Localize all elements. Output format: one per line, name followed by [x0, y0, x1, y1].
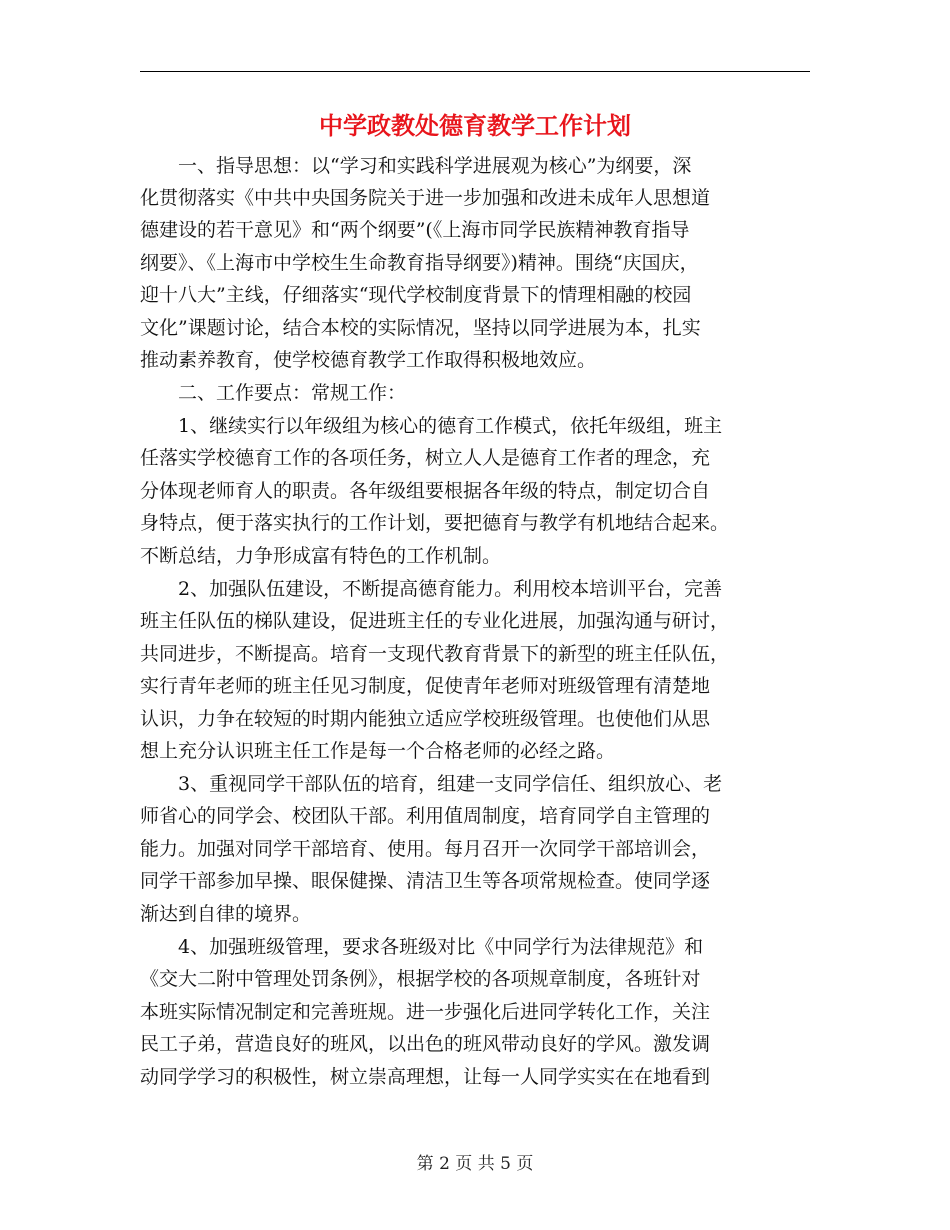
page-title: 中学政教处德育教学工作计划 [319, 111, 631, 140]
text-line: 同学干部参加早操、眼保健操、清洁卫生等各项常规检查。使同学逐 [140, 870, 711, 892]
text-line: 本班实际情况制定和完善班规。进一步强化后进同学转化工作，关注 [140, 1001, 711, 1023]
text-line: 想上充分认识班主任工作是每一个合格老师的必经之路。 [140, 740, 616, 762]
text-line: 二、工作要点：常规工作： [140, 382, 407, 404]
text-line: 一、指导思想：以“学习和实践科学进展观为核心”为纲要，深 [140, 155, 692, 177]
text-line: 身特点，便于落实执行的工作计划，要把德育与教学有机地结合起来。 [140, 512, 730, 534]
page-number: 第 2 页 共 5 页 [416, 1154, 534, 1174]
text-line: 化贯彻落实《中共中央国务院关于进一步加强和改进未成年人思想道 [140, 187, 711, 209]
text-line: 师省心的同学会、校团队干部。利用值周制度，培育同学自主管理的 [140, 805, 711, 827]
text-line: 文化”课题讨论，结合本校的实际情况，坚持以同学进展为本，扎实 [140, 317, 701, 339]
text-line: 4、加强班级管理，要求各班级对比《中同学行为法律规范》和 [140, 936, 704, 958]
text-line: 任落实学校德育工作的各项任务，树立人人是德育工作者的理念，充 [140, 447, 711, 469]
text-line: 2、加强队伍建设，不断提高德育能力。利用校本培训平台，完善 [140, 578, 723, 600]
text-line: 渐达到自律的境界。 [140, 903, 312, 925]
text-line: 动同学学习的积极性，树立崇高理想，让每一人同学实实在在地看到 [140, 1066, 711, 1088]
text-line: 《交大二附中管理处罚条例》，根据学校的各项规章制度，各班针对 [140, 968, 701, 990]
text-line: 认识，力争在较短的时期内能独立适应学校班级管理。也使他们从思 [140, 708, 711, 730]
text-line: 迎十八大”主线，仔细落实“现代学校制度背景下的情理相融的校园 [140, 284, 692, 306]
text-line: 3、重视同学干部队伍的培育，组建一支同学信任、组织放心、老 [140, 773, 723, 795]
text-line: 不断总结，力争形成富有特色的工作机制。 [140, 545, 502, 567]
text-line: 1、继续实行以年级组为核心的德育工作模式，依托年级组，班主 [140, 415, 723, 437]
text-line: 分体现老师育人的职责。各年级组要根据各年级的特点，制定切合自 [140, 480, 711, 502]
text-line: 民工子弟，营造良好的班风，以出色的班风带动良好的学风。激发调 [140, 1033, 711, 1055]
text-line: 德建设的若干意见》和“两个纲要”(《上海市同学民族精神教育指导 [140, 219, 690, 241]
text-line: 班主任队伍的梯队建设，促进班主任的专业化进展，加强沟通与研讨， [140, 610, 730, 632]
text-line: 推动素养教育，使学校德育教学工作取得积极地效应。 [140, 349, 597, 371]
header-rule [140, 71, 810, 72]
text-line: 实行青年老师的班主任见习制度，促使青年老师对班级管理有清楚地 [140, 675, 711, 697]
text-line: 能力。加强对同学干部培育、使用。每月召开一次同学干部培训会， [140, 838, 711, 860]
text-line: 纲要》、《上海市中学校生生命教育指导纲要》)精神。围绕“庆国庆， [140, 252, 699, 274]
text-line: 共同进步，不断提高。培育一支现代教育背景下的新型的班主任队伍， [140, 643, 730, 665]
